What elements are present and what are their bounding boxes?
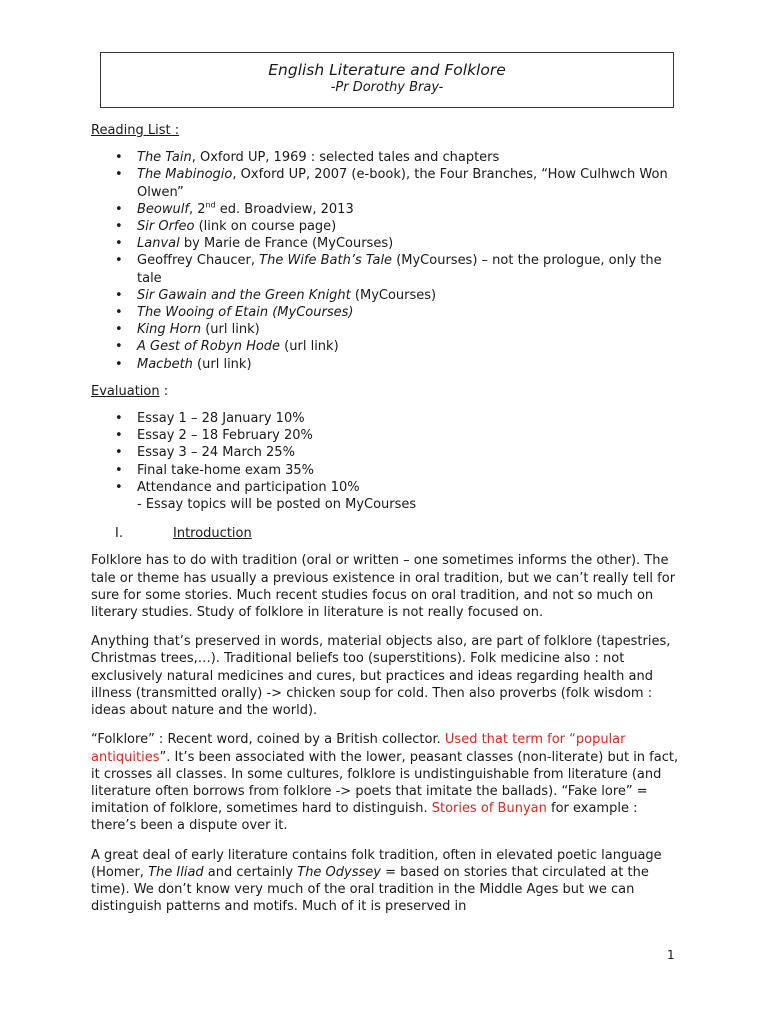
item-detail: (url link): [201, 322, 260, 338]
item-title: Beowulf: [137, 201, 189, 217]
list-item: [91, 304, 681, 321]
text-run: and certainly: [203, 864, 298, 880]
document-body: [91, 122, 681, 927]
list-item: [91, 149, 681, 166]
evaluation-colon: :: [159, 383, 169, 399]
list-item: [91, 218, 681, 235]
paragraph: Anything that’s preserved in words, material objects also, are part of folklore (tapestries, Christmas trees,…). Traditional beliefs too (superstitions). Folk medicine also : not exclusively natural medicines and cures, but practices and ideas regarding health and illness (transmitted orally) -> chicken soup for cold. Then also proverbs (folk wisdom : ideas about nature and the world).: [91, 634, 671, 719]
list-item: • Essay 2 – 18 February 20%: [91, 427, 681, 444]
reading-list-heading: Reading List :: [91, 123, 180, 138]
item-title: The Wife Bath’s Tale: [259, 253, 393, 269]
paragraph: [91, 731, 681, 834]
list-item: [91, 338, 681, 355]
item-detail: (MyCourses) – not the prologue, only the tale: [137, 253, 662, 286]
item-detail: by Marie de France (MyCourses): [179, 236, 394, 252]
item-detail: (url link): [280, 339, 339, 355]
item-title: King Horn: [137, 322, 202, 338]
reading-list: [91, 149, 681, 373]
item-title: Macbeth: [137, 356, 193, 372]
text-run: = based on stories that circulated at the time). We don’t know very much of the oral tradition in the Middle Ages but we can distinguish patterns and motifs. Much of it is preserved in: [91, 864, 649, 915]
section-title: Introduction: [173, 526, 252, 542]
document-title: English Literature and Folklore: [268, 61, 506, 79]
item-detail: ed. Broadview, 2013: [215, 201, 354, 217]
item-detail: , Oxford UP, 1969 : selected tales and chapters: [191, 150, 500, 166]
section-number: I.: [115, 526, 123, 542]
section-heading: [115, 525, 681, 542]
list-item: [91, 356, 681, 373]
text-run: “Folklore” : Recent word, coined by a British collector.: [91, 732, 445, 748]
list-item: [91, 252, 681, 286]
item-title: The Tain: [137, 150, 192, 166]
list-item: [91, 166, 681, 200]
item-title: Sir Orfeo: [137, 219, 195, 235]
italic-title: The Odyssey: [297, 864, 381, 880]
item-title: The Mabinogio: [137, 167, 233, 183]
item-title: Sir Gawain and the Green Knight: [137, 287, 351, 303]
item-superscript: nd: [205, 200, 216, 210]
item-detail: (url link): [192, 356, 252, 372]
text-run: for example : there’s been a dispute over it.: [91, 801, 638, 834]
paragraph: Folklore has to do with tradition (oral or written – one sometimes informs the other). The tale or theme has usually a previous existence in oral tradition, but we can’t really tell for sure for some stories. Much recent studies focus on oral tradition, and not so much on literary studies. Study of folklore in literature is not really focused on.: [91, 553, 676, 621]
highlighted-text: Used that term for “popular antiquities: [91, 732, 626, 765]
item-detail: (MyCourses): [350, 287, 437, 303]
evaluation-heading: Evaluation: [91, 383, 160, 399]
item-title: The Wooing of Etain (MyCourses): [137, 305, 354, 321]
title-box: [100, 52, 674, 108]
list-item: [91, 235, 681, 252]
item-author: Geoffrey Chaucer,: [137, 253, 260, 269]
list-item: [91, 321, 681, 338]
evaluation-heading-line: [91, 383, 681, 400]
item-title: Lanval: [137, 236, 180, 252]
text-run: A great deal of early literature contains folk tradition, often in elevated poetic language (Homer,: [91, 847, 662, 880]
document-author: -Pr Dorothy Bray-: [330, 80, 444, 95]
list-item: • Attendance and participation 10%: [91, 479, 681, 496]
text-run: ”. It’s been associated with the lower, peasant classes (non-literate) but in fact, it crosses all classes. In some cultures, folklore is undistinguishable from literature (and literature often borrows from folklore -> poets that imitate the ballads). “Fake lore” = imitation of folklore, sometimes hard to distinguish.: [91, 749, 679, 817]
list-item: • Final take-home exam 35%: [91, 462, 681, 479]
highlighted-text: Stories of Bunyan: [431, 801, 547, 817]
item-detail: , Oxford UP, 2007 (e-book), the Four Branches, “How Culhwch Won Olwen”: [137, 167, 668, 200]
evaluation-list: [91, 410, 681, 513]
item-title: A Gest of Robyn Hode: [137, 339, 281, 355]
list-item: [91, 201, 681, 218]
item-detail: (link on course page): [194, 219, 337, 235]
italic-title: The Iliad: [148, 864, 204, 880]
list-item: • Essay 1 – 28 January 10%: [91, 410, 681, 427]
evaluation-note: - Essay topics will be posted on MyCourses: [137, 497, 417, 513]
list-item: [91, 287, 681, 304]
item-detail: , 2: [188, 201, 206, 217]
paragraph: [91, 847, 681, 916]
page-number: 1: [667, 948, 675, 962]
list-item: • Essay 3 – 24 March 25%: [91, 444, 681, 461]
